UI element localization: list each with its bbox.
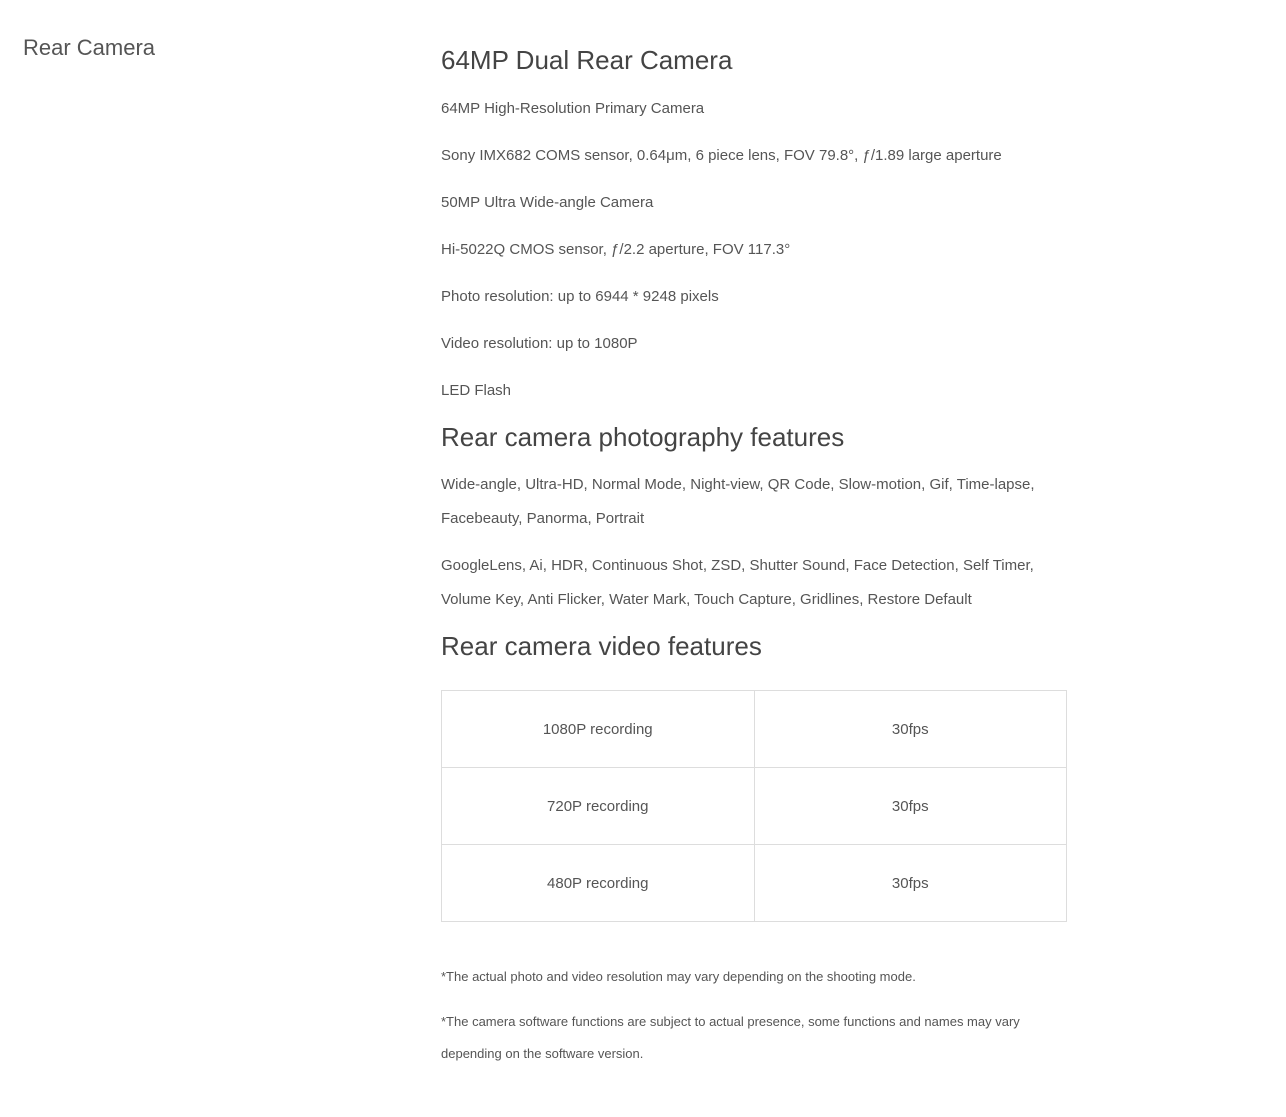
spec-line: 64MP High-Resolution Primary Camera — [441, 100, 705, 117]
spec-line: Hi-5022Q CMOS sensor, ƒ/2.2 aperture, FOV 117.3° — [441, 241, 791, 258]
footnote: *The actual photo and video resolution may vary depending on the shooting mode. — [441, 969, 916, 984]
framerate-cell: 30fps — [754, 691, 1067, 768]
table-row — [442, 691, 1067, 768]
section-label: Rear Camera — [23, 35, 156, 60]
footnote: *The camera software functions are subject to actual presence, some functions and names may vary depending on the software version. — [441, 1014, 1020, 1061]
photo-settings-text: GoogleLens, Ai, HDR, Continuous Shot, ZSD, Shutter Sound, Face Detection, Self Timer, Volume Key, Anti Flicker, Water Mark, Touch Capture, Gridlines, Restore Default — [441, 557, 1034, 608]
spec-line: Sony IMX682 COMS sensor, 0.64μm, 6 piece lens, FOV 79.8°, ƒ/1.89 large aperture — [441, 147, 1002, 164]
spec-line: Photo resolution: up to 6944 * 9248 pixels — [441, 288, 719, 305]
table-row — [442, 845, 1067, 922]
table-row — [442, 768, 1067, 845]
framerate-cell: 30fps — [754, 845, 1067, 922]
main-heading: 64MP Dual Rear Camera — [441, 45, 733, 75]
video-features-table — [441, 690, 1067, 922]
resolution-cell: 720P recording — [442, 768, 755, 845]
framerate-cell: 30fps — [754, 768, 1067, 845]
resolution-cell: 1080P recording — [442, 691, 755, 768]
spec-line: 50MP Ultra Wide-angle Camera — [441, 194, 654, 211]
spec-line: Video resolution: up to 1080P — [441, 335, 638, 352]
photo-features-heading: Rear camera photography features — [441, 422, 845, 452]
spec-line: LED Flash — [441, 382, 512, 399]
resolution-cell: 480P recording — [442, 845, 755, 922]
photo-modes-text: Wide-angle, Ultra-HD, Normal Mode, Night-view, QR Code, Slow-motion, Gif, Time-lapse, Facebeauty, Panorma, Portrait — [441, 476, 1035, 527]
video-features-heading: Rear camera video features — [441, 631, 762, 661]
